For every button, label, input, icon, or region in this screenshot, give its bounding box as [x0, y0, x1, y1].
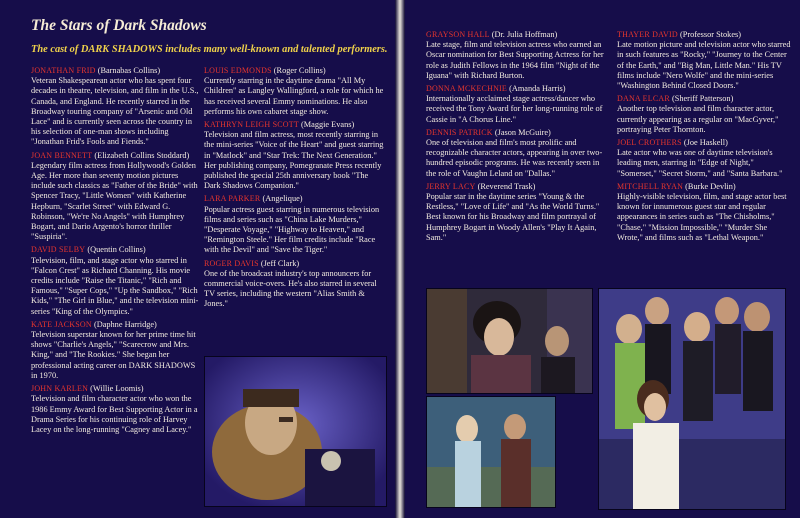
cast-entry: [31, 66, 201, 148]
column-2: [204, 66, 384, 313]
actor-name: MITCHELL RYAN: [617, 181, 684, 191]
column-4: [617, 30, 791, 246]
actor-name: LOUIS EDMONDS: [204, 66, 272, 75]
actor-bio: Television, film, and stage actor who starred in "Falcon Crest" as Richard Channing. His movie credits include "Raise the Titanic," "Rich and Famous," "Super Cops," "Up the Sandbox," "Rich Kids," "The Girl in Blue," and the television mini-series "King of the Olympics.": [31, 255, 199, 316]
column-3: [426, 30, 610, 246]
actor-bio: One of television and film's most prolific and recognizable character actors, appearing in over two-hundred episodic programs. He was recently seen in the role of Vaughn Leland on "Dallas.": [426, 138, 603, 178]
actor-bio: Late stage, film and television actress who earned an Oscar nomination for Best Supporting Actress for her role as Judith Fellows in the 1964 film "Night of the Iguana" with Richard Burton.: [426, 40, 604, 80]
actor-name: DANA ELCAR: [617, 94, 670, 104]
character-name: (Quentin Collins): [87, 245, 146, 255]
character-name: (Professor Stokes): [679, 30, 742, 39]
photo-cast-group: [598, 288, 786, 510]
actor-bio: Internationally acclaimed stage actress/dancer who received the Tony Award for her long-running role of Cassie in "A Chorus Line.": [426, 94, 603, 124]
cast-entry: [617, 30, 791, 91]
actor-bio: Legendary film actress from Hollywood's Golden Age. Her more than seventy motion pictures include such classics as "Father of the Bride" with Spencer Tracy, "Little Women" with Katherine Hepburn, "Scarlet Street" with Edward G. Robinson, "We're No Angels" with Humphrey Bogart, and Dario Argento's horror thriller "Suspiria".: [31, 160, 198, 242]
cast-entry: [426, 128, 610, 179]
character-name: (Sheriff Patterson): [671, 94, 734, 104]
character-name: (Maggie Evans): [301, 120, 355, 130]
actor-name: DAVID SELBY: [31, 245, 86, 255]
character-name: (Burke Devlin): [685, 181, 736, 191]
photo-grayson-hall-scene: [426, 288, 593, 394]
actor-name: JERRY LACY: [426, 181, 476, 191]
actor-bio: Late actor who was one of daytime television's leading men, starring in "Edge of Night," "Somerset," "Secret Storm," and "Santa Barbara.": [617, 148, 783, 178]
character-name: (Reverend Trask): [477, 181, 536, 191]
cast-entry: [204, 120, 384, 191]
actor-name: THAYER DAVID: [617, 30, 678, 39]
actor-bio: Popular actress guest starring in numerous television films and series such as "China Lake Murders," "Desperate Voyage," "Highway to Heaven," and "Remington Steele." Her film credits include "Race with the Devil" and "Save the Tiger.": [204, 204, 380, 255]
actor-bio: Late motion picture and television actor who starred in such features as "Rocky," "Journey to the Center of the Earth," and "Big Man, Little Man." His TV films include "Nero Wolfe" and the mini-series "Washington Behind Closed Doors.": [617, 40, 791, 91]
character-name: (Barnabas Collins): [97, 66, 161, 75]
actor-bio: Television superstar known for her prime time hit shows "Charlie's Angels," "Scarecrow and Mrs. King," and "The Rookies." She began her professional acting career on DARK SHADOWS in 1970.: [31, 330, 196, 380]
actor-name: JOEL CROTHERS: [617, 138, 682, 148]
character-name: (Joe Haskell): [683, 138, 728, 148]
page-title: The Stars of Dark Shadows: [31, 17, 207, 34]
actor-bio: Currently starring in the daytime drama "All My Children" as Langley Wallingford, a role for which he has received several Emmy nominations. He also performs his own cabaret stage show.: [204, 76, 384, 116]
cast-entry: [31, 384, 201, 435]
cast-entry: [426, 30, 610, 81]
cast-entry: [31, 151, 201, 243]
actor-name: ROGER DAVIS: [204, 258, 259, 268]
actor-name: LARA PARKER: [204, 194, 261, 204]
character-name: (Elizabeth Collins Stoddard): [94, 150, 190, 160]
cast-entry: [617, 182, 791, 243]
cast-entry: [204, 66, 384, 117]
character-name: (Dr. Julia Hoffman): [491, 30, 558, 39]
actor-name: JOHN KARLEN: [31, 384, 89, 394]
photo-couple-scene: [426, 396, 556, 508]
actor-name: DENNIS PATRICK: [426, 127, 493, 137]
actor-bio: Veteran Shakespearean actor who has spent four decades in theatre, television, and film in the U.S., Canada, and England. He recently starred in the Broadway touring company of "Arsenic and Old Lace" and is currently seen across the country in his selection of one-man shows including "Jonathan Frid's Fools and Fiends.": [31, 76, 199, 147]
character-name: (Angelique): [262, 194, 303, 204]
page-gutter: [395, 0, 405, 518]
cast-entry: [31, 245, 201, 316]
actor-name: GRAYSON HALL: [426, 30, 490, 39]
actor-name: KATHRYN LEIGH SCOTT: [204, 120, 299, 130]
actor-bio: One of the broadcast industry's top announcers for commercial voice-overs. He's also starred in several TV series, including the western "Alias Smith & Jones.": [204, 268, 377, 309]
right-page: [405, 0, 800, 518]
character-name: (Roger Collins): [273, 66, 326, 75]
actor-name: KATE JACKSON: [31, 319, 92, 329]
cast-entry: [617, 138, 791, 179]
cast-entry: [31, 320, 201, 381]
character-name: (Willie Loomis): [90, 384, 144, 394]
cast-entry: [426, 182, 610, 243]
actor-name: JOAN BENNETT: [31, 150, 93, 160]
actor-name: JONATHAN FRID: [31, 66, 96, 75]
actor-bio: Highly-visible television, film, and stage actor best known for innumerous guest star and regular appearances in series such as "The Chisholms," "Chase," "Mission Impossible," "Murder She Wrote," and films such as "Lethal Weapon.": [617, 192, 787, 242]
photo-barnabas-portrait: [204, 356, 387, 507]
actor-bio: Television and film actress, most recently starring in the mini-series "Voice of the Heart" and guest starring in "Matlock" and "Star Trek: The Next Generation." Her publishing company, Pomegranate Press recently published the special 25th anniversary book "The Dark Shadows Companion.": [204, 130, 384, 191]
cast-entry: [204, 194, 384, 255]
left-page: [0, 0, 395, 518]
actor-name: DONNA MCKECHNIE: [426, 84, 507, 94]
cast-entry: [204, 259, 384, 310]
character-name: (Jason McGuire): [494, 127, 551, 137]
cast-entry: [617, 94, 791, 135]
actor-bio: Television and film character actor who won the 1986 Emmy Award for Best Supporting Actor in a Drama Series for his continuing role of Harvey Lacey on the long-running "Cagney and Lacey.": [31, 394, 198, 434]
character-name: (Amanda Harris): [509, 84, 566, 94]
actor-bio: Another top television and film character actor, currently appearing as a regular on "MacGyver," portraying Peter Thornton.: [617, 104, 779, 134]
character-name: (Daphne Harridge): [93, 319, 157, 329]
character-name: (Jeff Clark): [260, 258, 300, 268]
page-subtitle: The cast of DARK SHADOWS includes many well-known and talented performers.: [31, 44, 388, 55]
cast-entry: [426, 84, 610, 125]
column-1: [31, 66, 201, 438]
actor-bio: Popular star in the daytime series "Young & the Restless," "Love of Life" and "As the World Turns." Best known for his Broadway and film portrayal of Humphrey Bogart in Woody Allen's "Play It Again, Sam.": [426, 192, 600, 242]
